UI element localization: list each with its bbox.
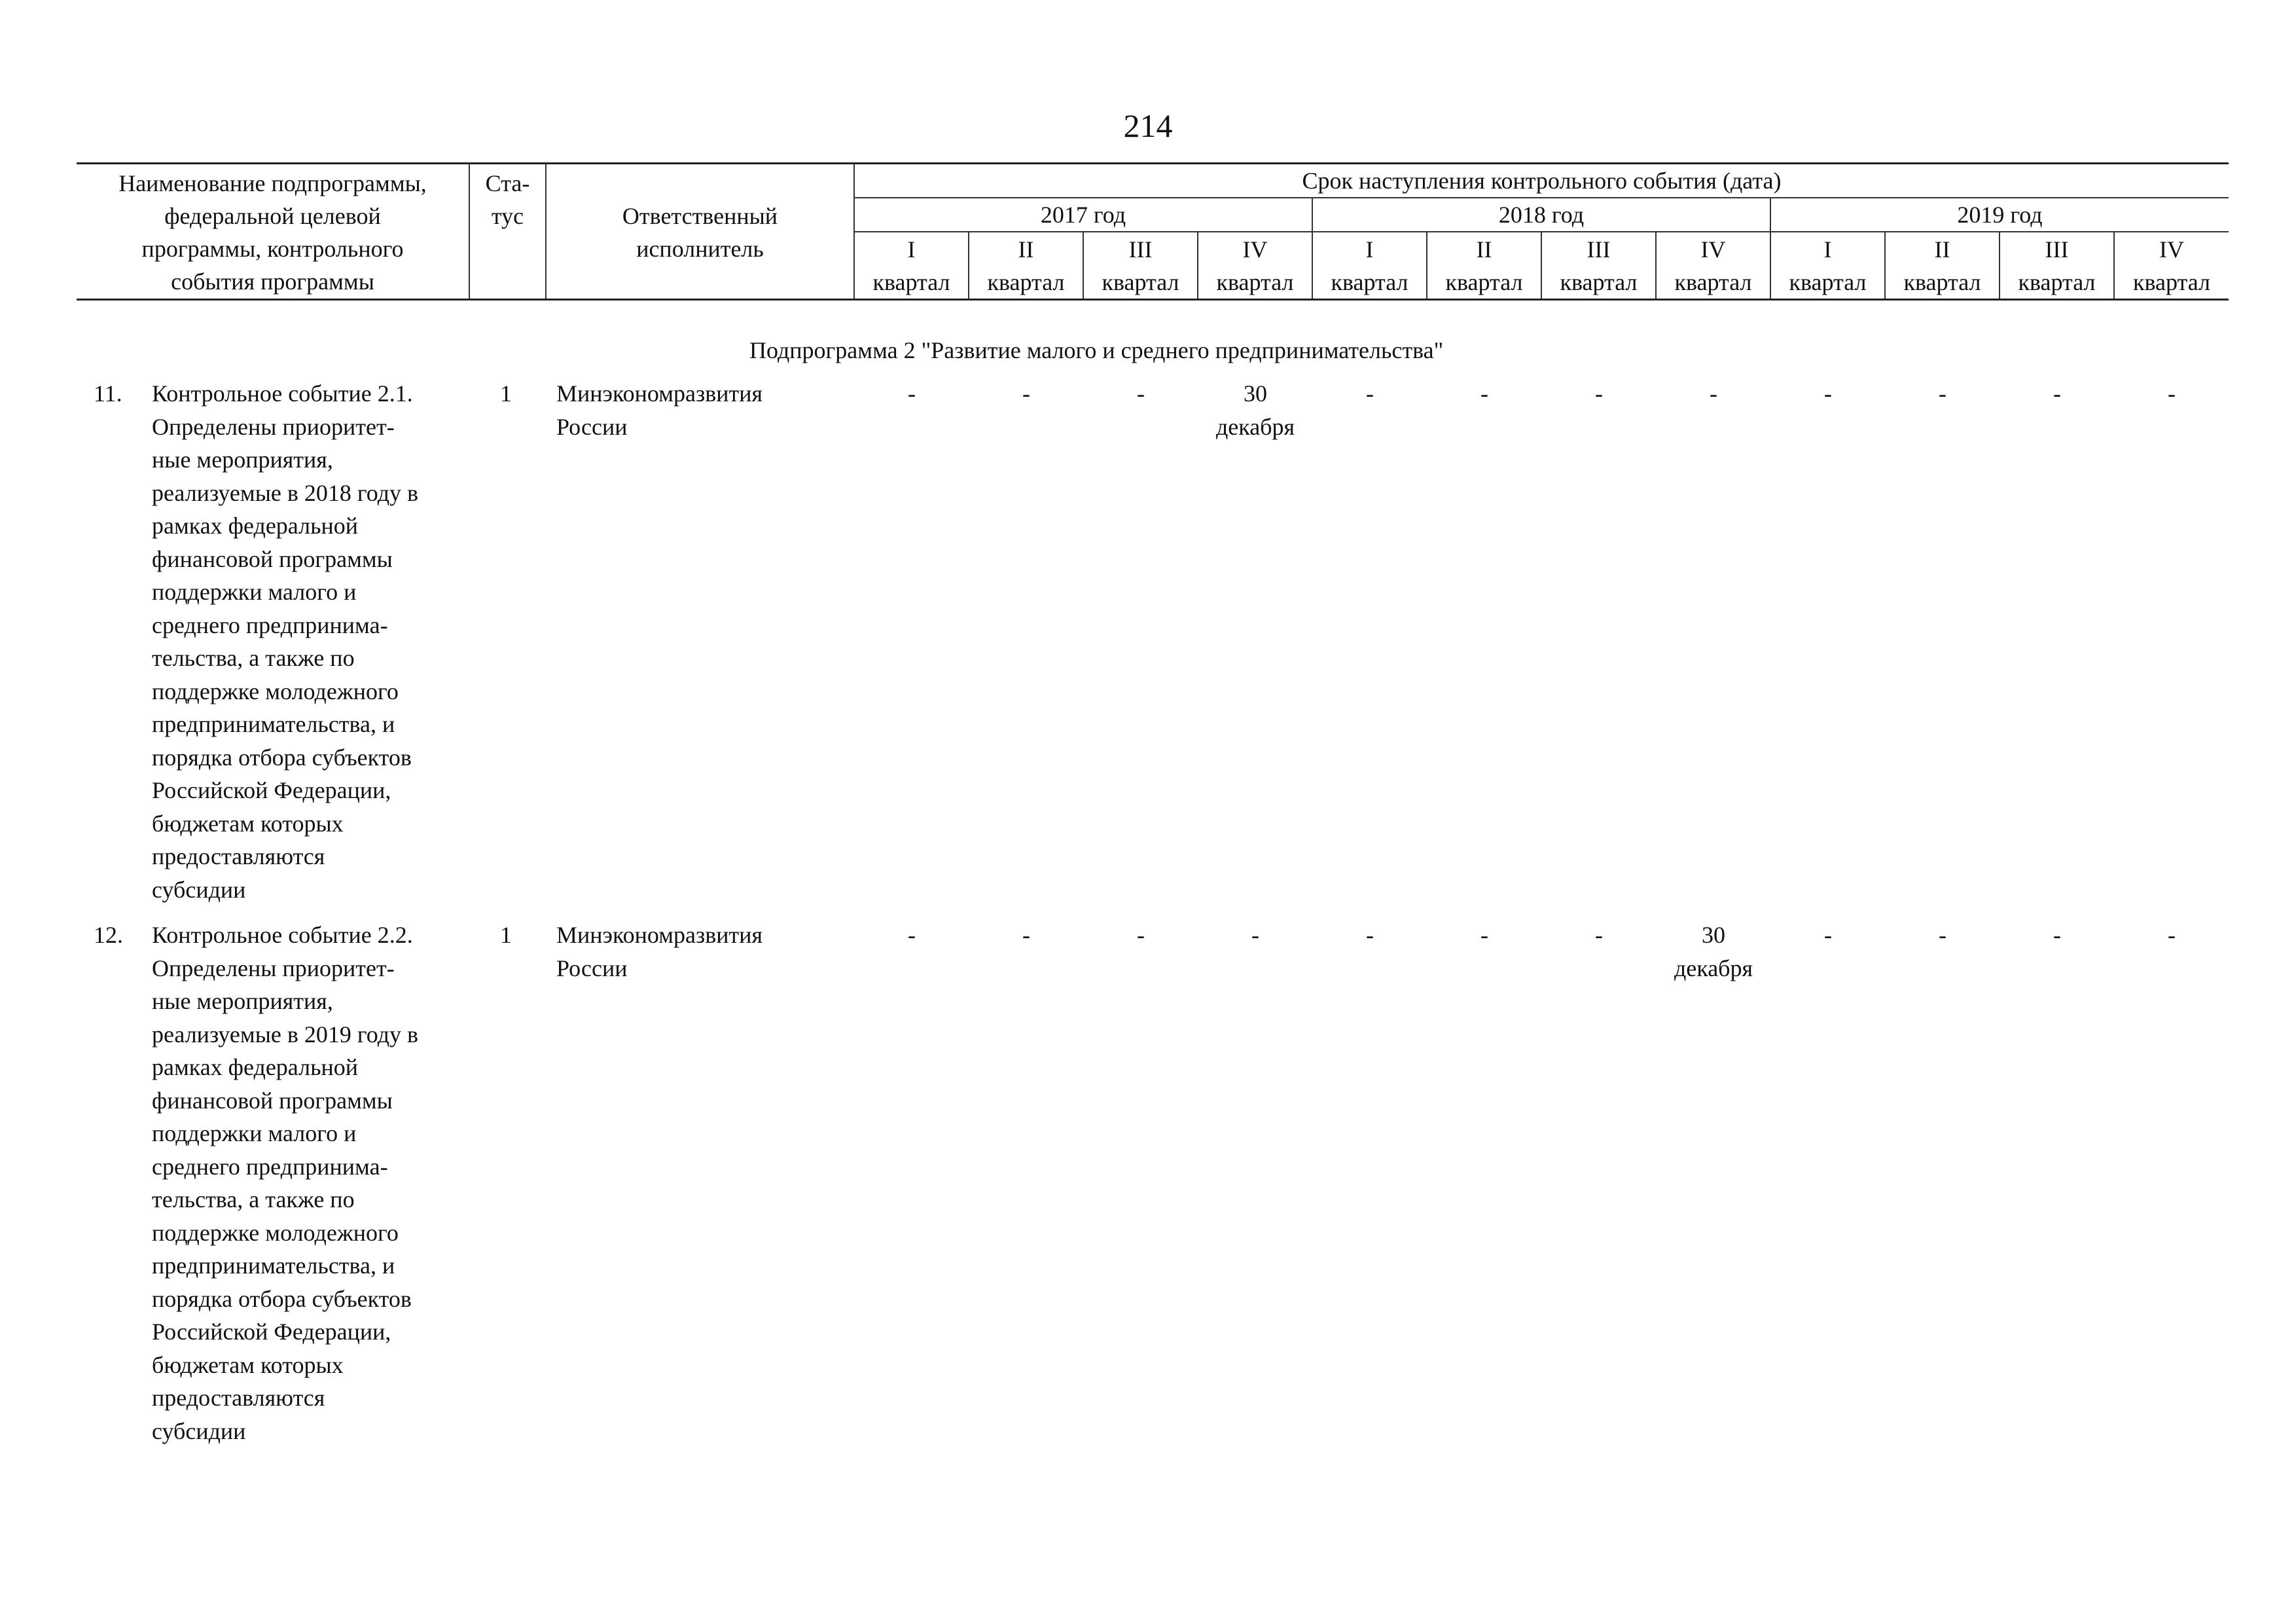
quarter-value: - (1022, 380, 1030, 407)
row-description (152, 919, 473, 1448)
description-line: Контрольное событие 2.2. (152, 922, 413, 948)
row-executor (556, 919, 831, 985)
header-year-2019: 2019 год (1770, 198, 2229, 232)
quarter-cell (1321, 919, 1419, 952)
quarter-value: 30 (1702, 922, 1725, 948)
header-quarter-numeral: IV (1656, 232, 1770, 266)
quarter-value: - (2053, 380, 2061, 407)
quarter-cell (1893, 377, 1992, 410)
quarter-cell (1779, 377, 1877, 410)
header-name-line: программы, контрольного (141, 236, 404, 262)
row-number: 11. (94, 380, 122, 407)
header-quarter-numeral: I (854, 232, 969, 266)
quarter-cell (1206, 377, 1304, 443)
header-status-line: тус (491, 203, 524, 229)
description-line: Российской Федерации, (152, 777, 391, 803)
description-line: поддержке молодежного (152, 678, 399, 704)
quarter-cell (1893, 919, 1992, 952)
description-line: Контрольное событие 2.1. (152, 380, 413, 407)
quarter-value: - (2168, 922, 2176, 948)
quarter-cell (863, 377, 961, 410)
quarter-value: - (1939, 380, 1946, 407)
header-executor-column (546, 164, 854, 300)
quarter-cell (1321, 377, 1419, 410)
header-quarter-word: квартал (2114, 266, 2229, 300)
row-executor (556, 377, 831, 443)
quarter-value: - (2053, 922, 2061, 948)
header-quarter-numeral: II (1427, 232, 1541, 266)
quarter-value: - (1595, 380, 1603, 407)
quarter-cell (1092, 377, 1190, 410)
executor-line: России (556, 955, 628, 981)
header-quarter-word: квартал (1885, 266, 2000, 300)
header-quarter-numeral: III (1541, 232, 1656, 266)
header-quarter-word: квартал (969, 266, 1083, 300)
quarter-value: - (1366, 922, 1374, 948)
description-line: предоставляются (152, 1385, 325, 1411)
description-line: предоставляются (152, 843, 325, 869)
description-line: реализуемые в 2018 году в (152, 479, 419, 506)
quarter-cell (863, 919, 961, 952)
header-quarter-numeral: III (1083, 232, 1198, 266)
header-quarter-numeral: I (1770, 232, 1885, 266)
quarter-value: - (1595, 922, 1603, 948)
quarter-cell (1092, 919, 1190, 952)
header-quarter-word: квартал (1198, 266, 1312, 300)
quarter-value: 30 (1244, 380, 1267, 407)
header-quarter-word: квартал (1312, 266, 1427, 300)
description-line: поддержки малого и (152, 1120, 357, 1146)
quarter-cell (1664, 919, 1763, 985)
quarter-cell (977, 377, 1075, 410)
header-quarter-word: квартал (1083, 266, 1198, 300)
quarter-value: - (1710, 380, 1717, 407)
quarter-cell (1550, 377, 1648, 410)
description-line: Определены приоритет- (152, 413, 395, 440)
description-line: среднего предпринима- (152, 611, 388, 638)
header-quarter-numeral: I (1312, 232, 1427, 266)
description-line: рамках федеральной (152, 513, 359, 539)
header-quarter-word: квартал (1541, 266, 1656, 300)
description-line: субсидии (152, 876, 246, 903)
description-line: Российской Федерации, (152, 1319, 391, 1345)
executor-line: Минэкономразвития (556, 380, 763, 407)
description-line: ные мероприятия, (152, 988, 333, 1014)
header-quarter-word: квартал (2000, 266, 2114, 300)
description-line: рамках федеральной (152, 1054, 359, 1080)
header-quarter-word: квартал (1770, 266, 1885, 300)
header-quarter-numeral: II (969, 232, 1083, 266)
quarter-cell (2008, 919, 2106, 952)
quarter-cell (2123, 377, 2221, 410)
description-line: финансовой программы (152, 1087, 393, 1114)
header-executor-line: Ответственный (622, 203, 778, 229)
header-quarter-numeral: IV (1198, 232, 1312, 266)
description-line: бюджетам которых (152, 1351, 344, 1378)
header-year-2018: 2018 год (1312, 198, 1770, 232)
description-line: финансовой программы (152, 545, 393, 572)
quarter-cell (2008, 377, 2106, 410)
quarter-value: - (908, 922, 916, 948)
quarter-cell (1435, 919, 1534, 952)
header-table (77, 162, 2229, 301)
quarter-value: - (1824, 922, 1832, 948)
header-name-column (77, 164, 469, 300)
quarter-value: - (1824, 380, 1832, 407)
description-line: тельства, а также по (152, 645, 355, 671)
quarter-cell (1435, 377, 1534, 410)
subprogram-title: Подпрограмма 2 "Развитие малого и среднего предпринимательства" (749, 337, 1444, 363)
description-line: среднего предпринима- (152, 1153, 388, 1180)
header-quarter-word: квартал (1656, 266, 1770, 300)
row-status: 1 (500, 380, 512, 407)
quarter-value: - (1480, 380, 1488, 407)
description-line: ные мероприятия, (152, 447, 333, 473)
description-line: реализуемые в 2019 году в (152, 1021, 419, 1048)
executor-line: России (556, 413, 628, 440)
quarter-value: - (1251, 922, 1259, 948)
description-line: порядка отбора субъектов (152, 1285, 412, 1312)
row-number: 12. (94, 922, 123, 948)
header-quarter-word: квартал (1427, 266, 1541, 300)
row-description (152, 377, 473, 906)
header-status-column (469, 164, 546, 300)
quarter-cell (1206, 919, 1304, 952)
description-line: предпринимательства, и (152, 711, 395, 737)
quarter-value-month: декабря (1674, 955, 1753, 981)
header-deadline-title: Срок наступления контрольного события (дата) (854, 164, 2229, 198)
quarter-value: - (1137, 922, 1145, 948)
header-quarter-numeral: II (1885, 232, 2000, 266)
description-line: поддержки малого и (152, 579, 357, 605)
executor-line: Минэкономразвития (556, 922, 763, 948)
quarter-value: - (1137, 380, 1145, 407)
header-name-line: федеральной целевой (164, 203, 381, 229)
header-year-2017: 2017 год (854, 198, 1312, 232)
quarter-cell (1550, 919, 1648, 952)
description-line: поддержке молодежного (152, 1219, 399, 1246)
quarter-value: - (1022, 922, 1030, 948)
header-name-line: Наименование подпрограммы, (118, 170, 427, 196)
description-line: бюджетам которых (152, 810, 344, 837)
quarter-value: - (1366, 380, 1374, 407)
description-line: тельства, а также по (152, 1186, 355, 1213)
header-quarter-numeral: IV (2114, 232, 2229, 266)
header-quarter-numeral: III (2000, 232, 2114, 266)
quarter-value: - (1480, 922, 1488, 948)
quarter-cell (1779, 919, 1877, 952)
quarter-value: - (2168, 380, 2176, 407)
quarter-cell (2123, 919, 2221, 952)
quarter-cell (977, 919, 1075, 952)
header-executor-line: исполнитель (636, 236, 764, 262)
description-line: предпринимательства, и (152, 1252, 395, 1279)
header-status-line: Ста- (485, 170, 530, 196)
description-line: Определены приоритет- (152, 955, 395, 981)
description-line: порядка отбора субъектов (152, 744, 412, 771)
quarter-cell (1664, 377, 1763, 410)
description-line: субсидии (152, 1417, 246, 1444)
quarter-value: - (908, 380, 916, 407)
page-number: 214 (1123, 107, 1173, 144)
header-name-line: события программы (171, 268, 374, 295)
row-status: 1 (500, 922, 512, 948)
header-quarter-word: квартал (854, 266, 969, 300)
quarter-value: - (1939, 922, 1946, 948)
quarter-value-month: декабря (1215, 413, 1295, 440)
